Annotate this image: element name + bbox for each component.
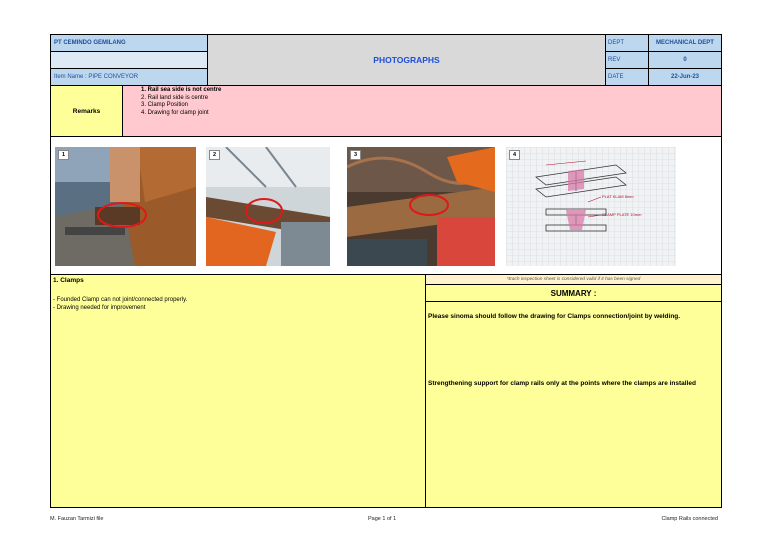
sheet-header	[51, 35, 721, 86]
date-value: 22-Jun-23	[649, 69, 721, 86]
summary-title: SUMMARY :	[426, 285, 721, 302]
finding-item: - Founded Clamp can not joint/connected properly.	[53, 297, 188, 303]
photo-2-image	[206, 147, 330, 266]
photo-3-image	[347, 147, 495, 266]
remarks-body	[123, 86, 721, 136]
item-name: Item Name : PIPE CONVEYOR	[51, 69, 208, 86]
remark-item: 3. Clamp Position	[141, 102, 189, 109]
remarks-section	[51, 86, 721, 137]
summary-line-1: Please sinoma should follow the drawing for Clamps connection/joint by welding.	[428, 313, 681, 320]
photo-number: 3	[350, 150, 361, 160]
photo-number: 2	[209, 150, 220, 160]
rev-value: 0	[649, 52, 721, 69]
company-name: PT CEMINDO GEMILANG	[51, 35, 208, 52]
remark-item: 2. Rail land side is centre	[141, 94, 209, 101]
photo-3	[347, 147, 495, 266]
finding-item: - Drawing needed for improvement	[53, 305, 146, 311]
footer-left: M. Fauzan Tarmizi file	[50, 516, 104, 522]
photo-1	[55, 147, 196, 266]
remarks-label: Remarks	[51, 86, 123, 136]
footer-page: Page 1 of 1	[368, 516, 397, 522]
dept-label: DEPT	[606, 35, 649, 52]
footer-right: Clamp Rails connected	[661, 516, 718, 522]
dept-value: MECHANICAL DEPT	[649, 35, 721, 52]
inspection-sheet	[50, 34, 722, 508]
photo-number: 4	[509, 150, 520, 160]
sketch-label-top: PLAT KLAM 8mm	[602, 194, 634, 199]
summary-line-2: Strengthening support for clamp rails only at the points where the clamps are installed	[428, 380, 696, 387]
header-blank-cell	[51, 52, 208, 69]
validity-note: *Each inspection sheet is considered valid if it has been signed	[426, 275, 721, 285]
photo-1-image	[55, 147, 196, 266]
photo-number: 1	[58, 150, 69, 160]
photo-4-sketch	[506, 147, 676, 266]
photo-2	[206, 147, 330, 266]
page-title: PHOTOGRAPHS	[208, 35, 606, 86]
photo-4	[506, 147, 676, 266]
findings-section	[51, 275, 426, 507]
date-label: DATE	[606, 69, 649, 86]
sketch-label-bottom: CLAMP PLATE 10mm	[602, 212, 642, 217]
remark-item: 1. Rail sea side is not centre	[141, 87, 222, 93]
photo-section	[51, 137, 721, 275]
summary-section	[426, 275, 721, 507]
findings-title: 1. Clamps	[53, 277, 84, 284]
rev-label: REV	[606, 52, 649, 69]
remark-item: 4. Drawing for clamp joint	[141, 109, 209, 116]
